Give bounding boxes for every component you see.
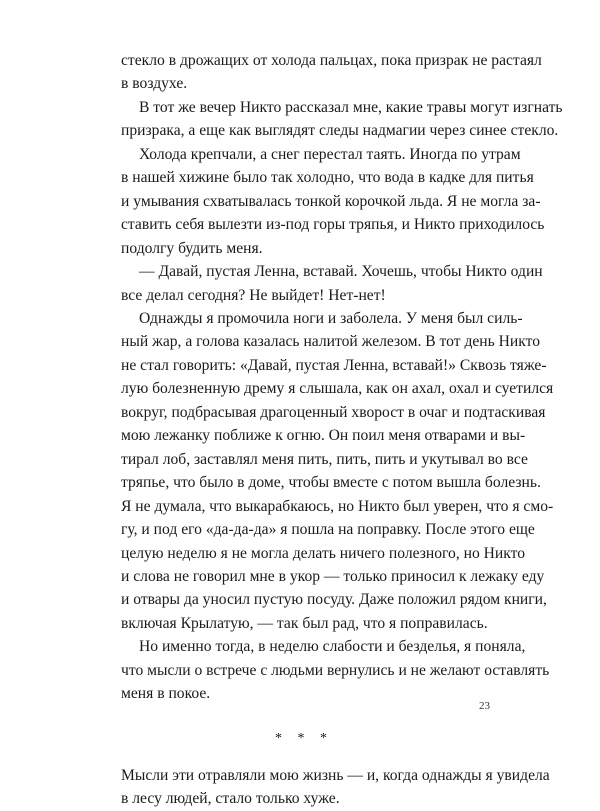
section-separator: * * *: [275, 730, 333, 746]
body-text: [121, 49, 563, 811]
paragraph: [121, 260, 543, 307]
text-line: призрака, а еще как выглядят следы надмагии через синее стекло.: [121, 122, 559, 140]
text-line: мою лежанку поближе к огню. Он поил меня отварами и вы-: [121, 427, 526, 445]
text-line: ный жар, а голова казалась налитой железом. В тот день Никто: [121, 333, 541, 351]
text-line: ставить себя вылезти из-под горы тряпья, и Никто приходилось: [121, 216, 545, 234]
text-line: не стал говорить: «Давай, пустая Ленна, вставай!» Сквозь тяже-: [121, 356, 547, 374]
text-line: что мысли о встрече с людьми вернулись и не желают оставлять: [121, 661, 550, 679]
text-line: Но именно тогда, в неделю слабости и безделья, я поняла,: [139, 638, 526, 656]
text-line: гу, и под его «да-да-да» я пошла на поправку. После этого еще: [121, 521, 535, 539]
text-line: в лесу людей, стало только хуже.: [121, 790, 340, 808]
text-line: Однажды я промочила ноги и заболела. У меня был силь-: [139, 309, 523, 327]
text-line: — Давай, пустая Ленна, вставай. Хочешь, чтобы Никто один: [139, 263, 543, 281]
text-line: тряпье, что было в доме, чтобы вместе с потом вышла болезнь.: [121, 474, 541, 492]
text-line: Мысли эти отравляли мою жизнь — и, когда однажды я увидела: [121, 766, 550, 784]
text-line: Холода крепчали, а снег перестал таять. Иногда по утрам: [139, 145, 521, 163]
text-line: Я не думала, что выкарабкаюсь, но Никто был уверен, что я смо-: [121, 497, 554, 515]
text-line: и умывания схватывалась тонкой корочкой льда. Я не могла за-: [121, 192, 541, 210]
text-line: стекло в дрожащих от холода пальцах, пока призрак не растаял: [121, 52, 542, 69]
paragraph: [121, 764, 550, 811]
text-line: и отвары да уносил пустую посуду. Даже положил рядом книги,: [121, 591, 547, 609]
paragraph: [121, 49, 542, 96]
text-line: все делал сегодня? Не выйдет! Нет-нет!: [121, 286, 386, 304]
text-line: вокруг, подбрасывая драгоценный хворост в очаг и подтаскивая: [121, 403, 546, 421]
text-line: меня в покое.: [121, 685, 211, 703]
text-line: и слова не говорил мне в укор — только приносил к лежаку еду: [121, 567, 545, 585]
text-line: подолгу будить меня.: [121, 239, 263, 257]
paragraph: [121, 307, 554, 635]
text-line: в нашей хижине было так холодно, что вода в кадке для питья: [121, 169, 534, 187]
text-line: в воздухе.: [121, 75, 188, 93]
text-line: В тот же вечер Никто рассказал мне, какие травы могут изгнать: [139, 98, 563, 116]
text-line: лую болезненную дрему я слышала, как он ахал, охал и суетился: [121, 380, 554, 398]
text-line: целую неделю я не могла делать ничего полезного, но Никто: [121, 544, 526, 562]
text-line: тирал лоб, заставлял меня пить, пить, пить и укутывал во все: [121, 450, 528, 468]
page-number: 23: [479, 700, 490, 712]
paragraph: [121, 96, 563, 143]
text-line: включая Крылатую, — так был рад, что я поправилась.: [121, 614, 488, 632]
paragraph: [121, 143, 545, 260]
paragraph: [121, 635, 550, 705]
